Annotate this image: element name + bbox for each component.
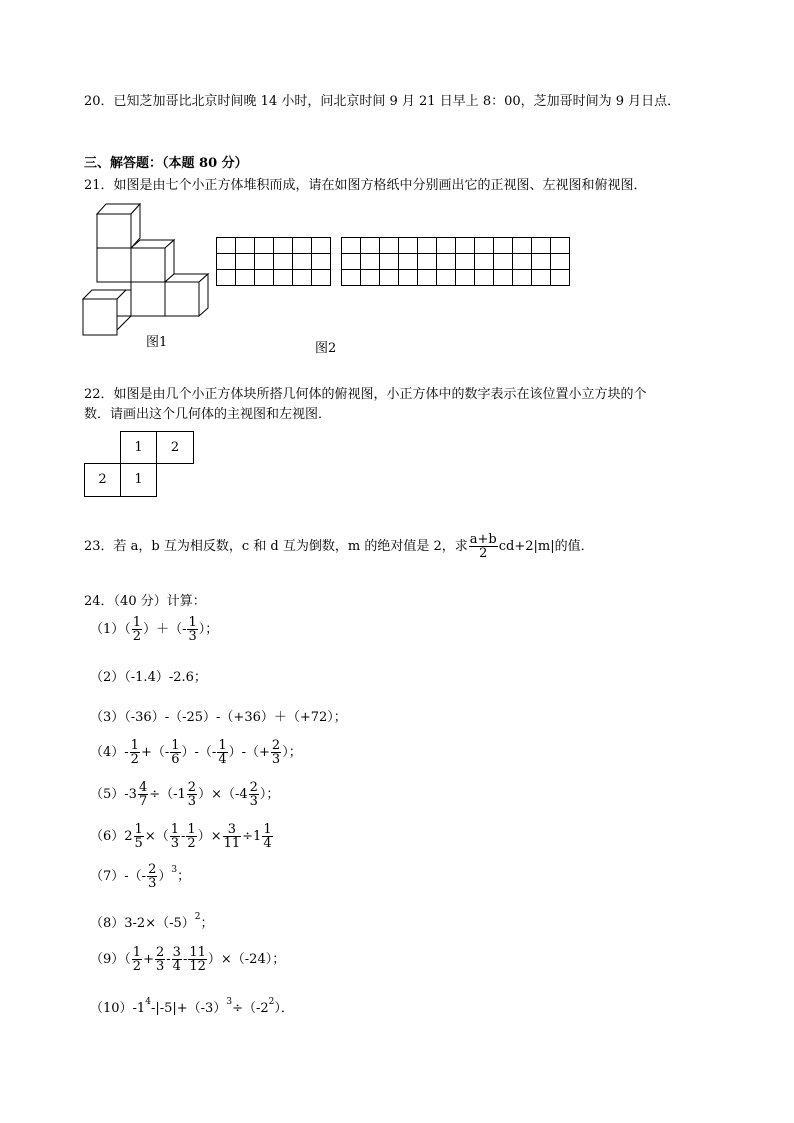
problem-1: （1）（ $\frac{1}{2}$ ）＋（- $\frac{1}{3}$ ）； [90, 615, 219, 644]
problem-6: （6）2 $\frac{1}{5}$ ×（ $\frac{1}{3}$ - $\frac{1}{2}$ ）× $\frac{3}{11}$ ÷1 $\frac{1}{4}$ [90, 822, 272, 851]
grid-paper-top [455, 237, 570, 286]
question-20: 20．已知芝加哥比北京时间晚 14 小时，问北京时间 9 月 21 日早上 8：00，芝加哥时间为 9 月日点． [84, 94, 681, 109]
problem-2: （2）（-1.4）-2.6； [90, 670, 207, 685]
question-21: 21．如图是由七个小正方体堆积而成，请在如图方格纸中分别画出它的正视图、左视图和俯视图． [84, 178, 647, 193]
grid-cell-bottom-left: 2 [84, 463, 121, 497]
question-24-title: 24．（40 分）计算： [84, 594, 206, 609]
figure-1-cubes [78, 198, 218, 340]
problem-10: $(10)-1^4-|-5|+(-3)^3\div(-2^2)$． [90, 997, 294, 1016]
fraction: $\frac{a+b}{2}$ [469, 532, 497, 561]
grid-cell-bottom-mid: 1 [120, 463, 157, 497]
grid-paper-left [341, 237, 456, 286]
problem-4: （4）- $\frac{1}{2}$ +（- $\frac{1}{6}$ ）-（- $\frac{1}{4}$ ）-（+ $\frac{2}{3}$ ）； [90, 738, 302, 767]
grid-cell-top-right: 2 [156, 431, 194, 464]
grid-paper-front [216, 237, 331, 286]
section-heading: 三、解答题：（本题 80 分） [84, 156, 248, 171]
problem-3: （3）（-36）-（-25）-（+36）＋（+72）； [90, 710, 347, 725]
grid-cell-top-mid: 1 [120, 431, 157, 464]
problem-7: （7）-（- $\frac{2}{3}$ ）$^3$； [90, 862, 191, 891]
figure-2-label: 图2 [315, 341, 337, 356]
question-23: 23．若 a，b 互为相反数，c 和 d 互为倒数，m 的绝对值是 2，求 $\frac{a+b}{2}$ cd+2|m|的值． [84, 532, 594, 561]
figure-1-label: 图1 [146, 335, 168, 350]
problem-9: （9）（ $\frac{1}{2}$ + $\frac{2}{3}$ - $\frac{3}{4}$ - $\frac{11}{12}$ ）×（-24）； [90, 945, 286, 974]
problem-5: （5）-3 $\frac{4}{7}$ ÷（-1 $\frac{2}{3}$ ）×（-4 $\frac{2}{3}$ ）； [90, 780, 280, 809]
problem-8: $(8)3-2\times(-5)^2$； [90, 912, 214, 931]
question-22-line2: 数．请画出这个几何体的主视图和左视图． [84, 407, 332, 422]
question-22-line1: 22．如图是由几个小正方体块所搭几何体的俯视图，小正方体中的数字表示在该位置小立方块的个 [84, 387, 647, 402]
